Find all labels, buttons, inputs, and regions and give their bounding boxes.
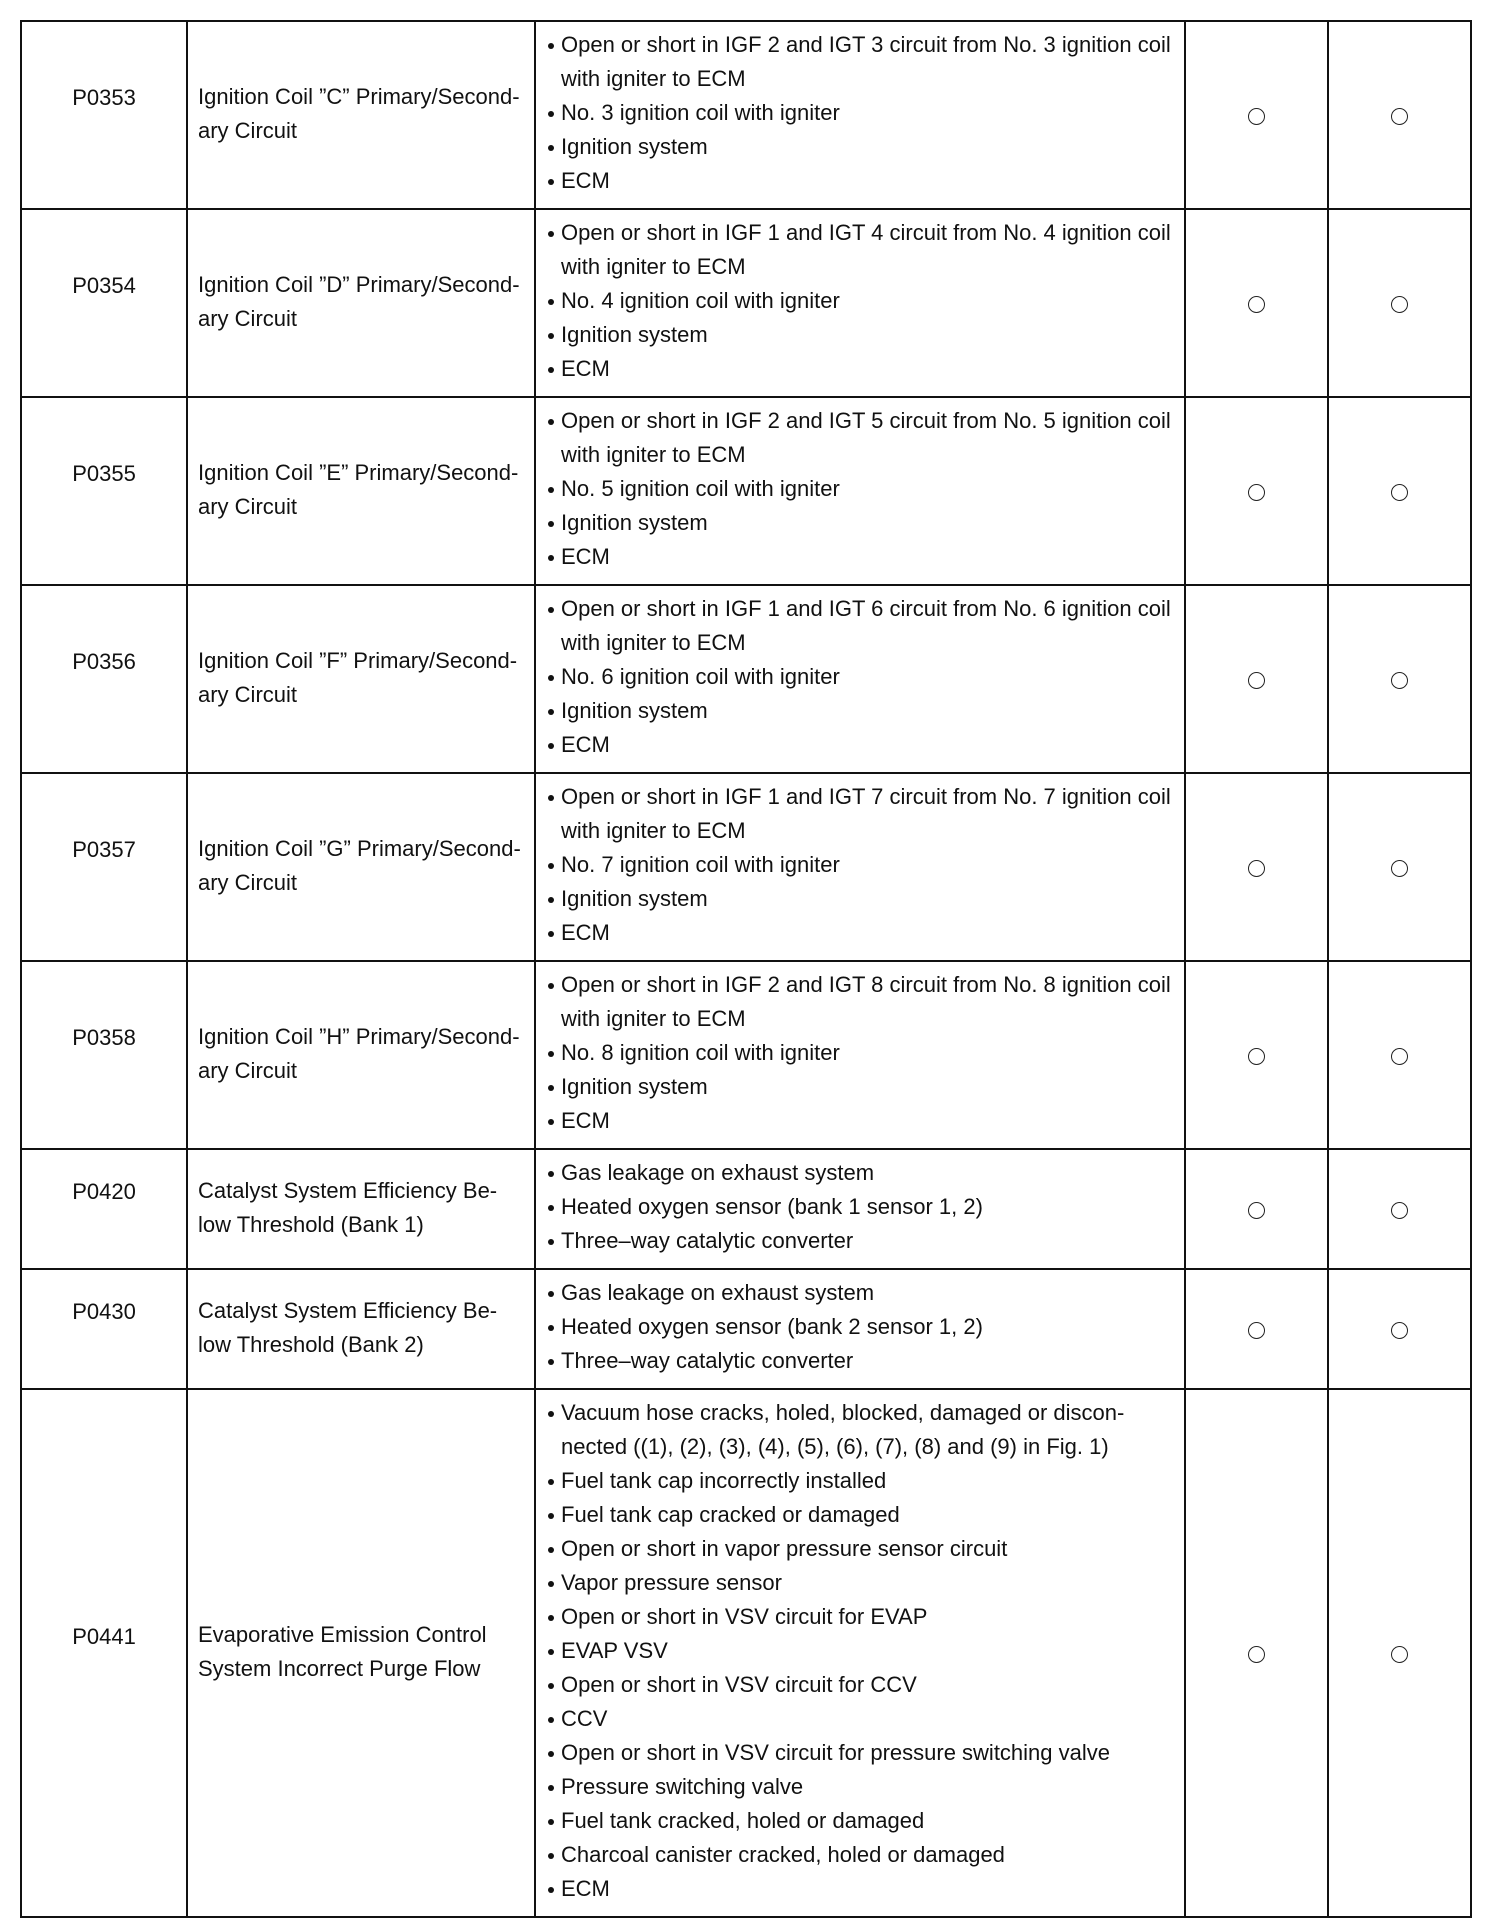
- mil-cell: [1185, 1389, 1328, 1917]
- memory-cell: [1328, 961, 1471, 1149]
- dtc-code: P0356: [72, 649, 136, 674]
- trouble-area-item: Open or short in IGF 2 and IGT 3 circuit from No. 3 ignition coil with igniter to ECM: [546, 28, 1176, 96]
- dtc-code: P0354: [72, 273, 136, 298]
- trouble-area-cell: [535, 397, 1185, 585]
- trouble-area-cell: [535, 773, 1185, 961]
- trouble-area-cell: [535, 209, 1185, 397]
- table-row: [21, 1149, 1471, 1269]
- dtc-code-cell: [21, 961, 187, 1149]
- dtc-code-cell: [21, 1149, 187, 1269]
- trouble-area-item: Ignition system: [546, 882, 1176, 916]
- trouble-area-item: Vapor pressure sensor: [546, 1566, 1176, 1600]
- table-row: [21, 585, 1471, 773]
- trouble-area-item: Open or short in IGF 1 and IGT 7 circuit from No. 7 ignition coil with igniter to ECM: [546, 780, 1176, 848]
- mil-cell: [1185, 21, 1328, 209]
- detection-item: Ignition Coil ”E” Primary/Second- ary Circuit: [198, 460, 519, 519]
- memory-circle-icon: [1391, 108, 1408, 125]
- trouble-area-cell: [535, 1389, 1185, 1917]
- trouble-area-item: Ignition system: [546, 130, 1176, 164]
- trouble-area-list: [546, 1276, 1176, 1378]
- mil-circle-icon: [1248, 1202, 1265, 1219]
- memory-circle-icon: [1391, 672, 1408, 689]
- mil-cell: [1185, 1149, 1328, 1269]
- table-row: [21, 1389, 1471, 1917]
- detection-item-cell: [187, 1269, 535, 1389]
- dtc-code: P0353: [72, 85, 136, 110]
- trouble-area-item: Gas leakage on exhaust system: [546, 1156, 1176, 1190]
- trouble-area-item: Fuel tank cap cracked or damaged: [546, 1498, 1176, 1532]
- detection-item-cell: [187, 585, 535, 773]
- mil-circle-icon: [1248, 484, 1265, 501]
- trouble-area-list: [546, 404, 1176, 574]
- dtc-table: [20, 20, 1472, 1918]
- detection-item: Ignition Coil ”C” Primary/Second- ary Circuit: [198, 84, 520, 143]
- dtc-code-cell: [21, 397, 187, 585]
- dtc-code: P0355: [72, 461, 136, 486]
- trouble-area-item: ECM: [546, 1104, 1176, 1138]
- trouble-area-cell: [535, 961, 1185, 1149]
- trouble-area-cell: [535, 585, 1185, 773]
- mil-circle-icon: [1248, 108, 1265, 125]
- trouble-area-list: [546, 592, 1176, 762]
- trouble-area-item: Fuel tank cracked, holed or damaged: [546, 1804, 1176, 1838]
- memory-circle-icon: [1391, 484, 1408, 501]
- trouble-area-item: No. 4 ignition coil with igniter: [546, 284, 1176, 318]
- trouble-area-item: Open or short in vapor pressure sensor circuit: [546, 1532, 1176, 1566]
- table-row: [21, 397, 1471, 585]
- trouble-area-item: No. 3 ignition coil with igniter: [546, 96, 1176, 130]
- memory-cell: [1328, 397, 1471, 585]
- memory-cell: [1328, 209, 1471, 397]
- memory-circle-icon: [1391, 1048, 1408, 1065]
- mil-circle-icon: [1248, 296, 1265, 313]
- detection-item-cell: [187, 1389, 535, 1917]
- trouble-area-item: ECM: [546, 540, 1176, 574]
- detection-item-cell: [187, 773, 535, 961]
- table-row: [21, 773, 1471, 961]
- mil-cell: [1185, 773, 1328, 961]
- trouble-area-item: Open or short in IGF 2 and IGT 5 circuit from No. 5 ignition coil with igniter to ECM: [546, 404, 1176, 472]
- trouble-area-item: Gas leakage on exhaust system: [546, 1276, 1176, 1310]
- dtc-code-cell: [21, 585, 187, 773]
- trouble-area-item: Open or short in VSV circuit for EVAP: [546, 1600, 1176, 1634]
- trouble-area-list: [546, 1156, 1176, 1258]
- trouble-area-list: [546, 1396, 1176, 1906]
- trouble-area-item: Fuel tank cap incorrectly installed: [546, 1464, 1176, 1498]
- memory-cell: [1328, 21, 1471, 209]
- memory-cell: [1328, 1149, 1471, 1269]
- table-row: [21, 961, 1471, 1149]
- dtc-table-container: [20, 20, 1470, 1918]
- trouble-area-item: ECM: [546, 164, 1176, 198]
- mil-circle-icon: [1248, 1646, 1265, 1663]
- detection-item: Evaporative Emission Control System Incorrect Purge Flow: [198, 1622, 487, 1681]
- detection-item: Catalyst System Efficiency Be- low Threshold (Bank 2): [198, 1298, 498, 1357]
- trouble-area-item: Open or short in VSV circuit for pressure switching valve: [546, 1736, 1176, 1770]
- detection-item-cell: [187, 21, 535, 209]
- dtc-table-body: [21, 21, 1471, 1917]
- dtc-code: P0358: [72, 1025, 136, 1050]
- dtc-code: P0430: [72, 1299, 136, 1324]
- trouble-area-item: ECM: [546, 916, 1176, 950]
- memory-cell: [1328, 1389, 1471, 1917]
- mil-circle-icon: [1248, 860, 1265, 877]
- dtc-code: P0420: [72, 1179, 136, 1204]
- detection-item: Catalyst System Efficiency Be- low Threshold (Bank 1): [198, 1178, 498, 1237]
- dtc-code: P0357: [72, 837, 136, 862]
- memory-cell: [1328, 585, 1471, 773]
- trouble-area-item: Ignition system: [546, 694, 1176, 728]
- mil-circle-icon: [1248, 672, 1265, 689]
- dtc-code-cell: [21, 209, 187, 397]
- trouble-area-item: Three–way catalytic converter: [546, 1224, 1176, 1258]
- detection-item: Ignition Coil ”G” Primary/Second- ary Circuit: [198, 836, 521, 895]
- detection-item-cell: [187, 1149, 535, 1269]
- trouble-area-list: [546, 28, 1176, 198]
- trouble-area-list: [546, 780, 1176, 950]
- trouble-area-cell: [535, 1269, 1185, 1389]
- dtc-code-cell: [21, 773, 187, 961]
- memory-cell: [1328, 1269, 1471, 1389]
- dtc-code-cell: [21, 1389, 187, 1917]
- trouble-area-item: Open or short in IGF 1 and IGT 6 circuit from No. 6 ignition coil with igniter to ECM: [546, 592, 1176, 660]
- detection-item-cell: [187, 209, 535, 397]
- table-row: [21, 21, 1471, 209]
- mil-cell: [1185, 1269, 1328, 1389]
- memory-circle-icon: [1391, 1322, 1408, 1339]
- mil-circle-icon: [1248, 1048, 1265, 1065]
- mil-cell: [1185, 585, 1328, 773]
- memory-circle-icon: [1391, 296, 1408, 313]
- trouble-area-list: [546, 216, 1176, 386]
- detection-item: Ignition Coil ”D” Primary/Second- ary Circuit: [198, 272, 520, 331]
- trouble-area-item: Pressure switching valve: [546, 1770, 1176, 1804]
- trouble-area-item: ECM: [546, 352, 1176, 386]
- trouble-area-item: Ignition system: [546, 506, 1176, 540]
- trouble-area-item: Heated oxygen sensor (bank 1 sensor 1, 2): [546, 1190, 1176, 1224]
- mil-circle-icon: [1248, 1322, 1265, 1339]
- memory-circle-icon: [1391, 860, 1408, 877]
- memory-circle-icon: [1391, 1646, 1408, 1663]
- trouble-area-item: Open or short in IGF 2 and IGT 8 circuit from No. 8 ignition coil with igniter to ECM: [546, 968, 1176, 1036]
- trouble-area-item: Heated oxygen sensor (bank 2 sensor 1, 2): [546, 1310, 1176, 1344]
- memory-circle-icon: [1391, 1202, 1408, 1219]
- trouble-area-item: No. 8 ignition coil with igniter: [546, 1036, 1176, 1070]
- dtc-code-cell: [21, 1269, 187, 1389]
- trouble-area-cell: [535, 21, 1185, 209]
- mil-cell: [1185, 961, 1328, 1149]
- trouble-area-item: Open or short in IGF 1 and IGT 4 circuit from No. 4 ignition coil with igniter to ECM: [546, 216, 1176, 284]
- trouble-area-item: Open or short in VSV circuit for CCV: [546, 1668, 1176, 1702]
- dtc-code: P0441: [72, 1624, 136, 1649]
- trouble-area-item: Charcoal canister cracked, holed or damaged: [546, 1838, 1176, 1872]
- trouble-area-item: EVAP VSV: [546, 1634, 1176, 1668]
- trouble-area-item: Vacuum hose cracks, holed, blocked, damaged or discon- nected ((1), (2), (3), (4), (5), (6), (7), (8) and (9) in Fig. 1): [546, 1396, 1176, 1464]
- detection-item-cell: [187, 397, 535, 585]
- detection-item-cell: [187, 961, 535, 1149]
- trouble-area-item: CCV: [546, 1702, 1176, 1736]
- trouble-area-item: Three–way catalytic converter: [546, 1344, 1176, 1378]
- table-row: [21, 209, 1471, 397]
- trouble-area-item: No. 7 ignition coil with igniter: [546, 848, 1176, 882]
- table-row: [21, 1269, 1471, 1389]
- memory-cell: [1328, 773, 1471, 961]
- detection-item: Ignition Coil ”F” Primary/Second- ary Circuit: [198, 648, 518, 707]
- trouble-area-cell: [535, 1149, 1185, 1269]
- trouble-area-list: [546, 968, 1176, 1138]
- dtc-code-cell: [21, 21, 187, 209]
- trouble-area-item: ECM: [546, 1872, 1176, 1906]
- trouble-area-item: ECM: [546, 728, 1176, 762]
- detection-item: Ignition Coil ”H” Primary/Second- ary Circuit: [198, 1024, 520, 1083]
- trouble-area-item: No. 6 ignition coil with igniter: [546, 660, 1176, 694]
- mil-cell: [1185, 209, 1328, 397]
- trouble-area-item: Ignition system: [546, 1070, 1176, 1104]
- trouble-area-item: Ignition system: [546, 318, 1176, 352]
- mil-cell: [1185, 397, 1328, 585]
- trouble-area-item: No. 5 ignition coil with igniter: [546, 472, 1176, 506]
